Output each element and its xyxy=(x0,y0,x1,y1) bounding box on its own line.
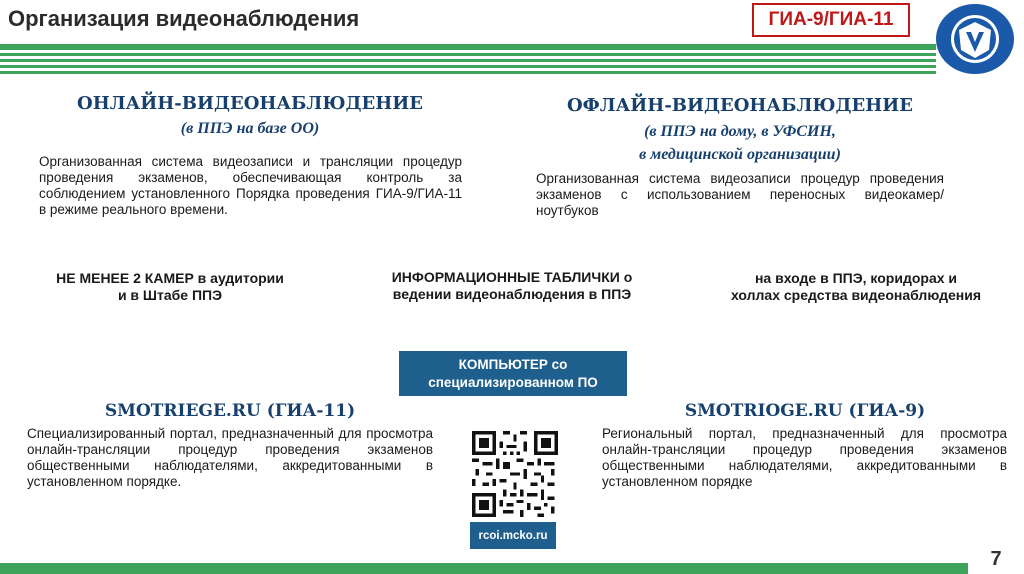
footer-bar xyxy=(0,563,968,574)
offline-subheading-line1: (в ППЭ на дому, в УФСИН, xyxy=(644,123,836,140)
portal-gia9-description: Региональный портал, предназначенный для просмотра онлайн-трансляции процедур проведения экзаменов общественными наблюдателями, аккредитованными в установленном порядке xyxy=(602,426,1007,489)
organization-logo xyxy=(936,4,1014,74)
portal-gia11-heading[interactable]: SMOTRIEGE.RU (ГИА-11) xyxy=(104,401,356,421)
portal-gia11-description: Специализированный портал, предназначенный для просмотра онлайн-трансляции процедур проведения экзаменов общественными наблюдателями, аккредитованными в установленном порядке. xyxy=(27,426,433,489)
page-title: Организация видеонаблюдения xyxy=(8,6,360,31)
portal-gia9-heading[interactable]: SMOTRIOGE.RU (ГИА-9) xyxy=(684,401,926,421)
computer-label-line1: КОМПЬЮТЕР со xyxy=(458,356,568,372)
offline-subheading-line2: в медицинской организации) xyxy=(639,146,841,163)
camera-locations-requirement: на входе в ППЭ, коридорах и холлах средства видеонаблюдения xyxy=(730,270,981,303)
online-heading: ОНЛАЙН-ВИДЕОНАБЛЮДЕНИЕ xyxy=(77,93,423,114)
page-number: 7 xyxy=(990,547,1002,570)
computer-label-line2: специализированном ПО xyxy=(428,374,598,390)
qr-code[interactable] xyxy=(472,431,558,517)
qr-link-label[interactable]: rcoi.mcko.ru xyxy=(470,522,556,549)
header-stripes xyxy=(0,44,936,78)
online-description: Организованная система видеозаписи и трансляции процедур проведения экзаменов, обеспечивающая контроль за соблюдением установленного Порядка проведения ГИА-9/ГИА-11 в режиме реального времени. xyxy=(39,154,462,217)
emblem-icon xyxy=(936,4,1014,74)
computer-software-box xyxy=(399,351,627,396)
offline-description: Организованная система видеозаписи процедур проведения экзаменов с использованием переносных видеокамер/ноутбуков xyxy=(536,171,944,218)
info-signs-requirement: ИНФОРМАЦИОННЫЕ ТАБЛИЧКИ о ведении видеонаблюдения в ППЭ xyxy=(391,269,633,302)
exam-tag: ГИА-9/ГИА-11 xyxy=(752,3,910,37)
online-subheading: (в ППЭ на базе ОО) xyxy=(180,120,320,137)
cameras-requirement: НЕ МЕНЕЕ 2 КАМЕР в аудитории и в Штабе ППЭ xyxy=(56,270,284,303)
offline-heading: ОФЛАЙН-ВИДЕОНАБЛЮДЕНИЕ xyxy=(566,95,914,116)
